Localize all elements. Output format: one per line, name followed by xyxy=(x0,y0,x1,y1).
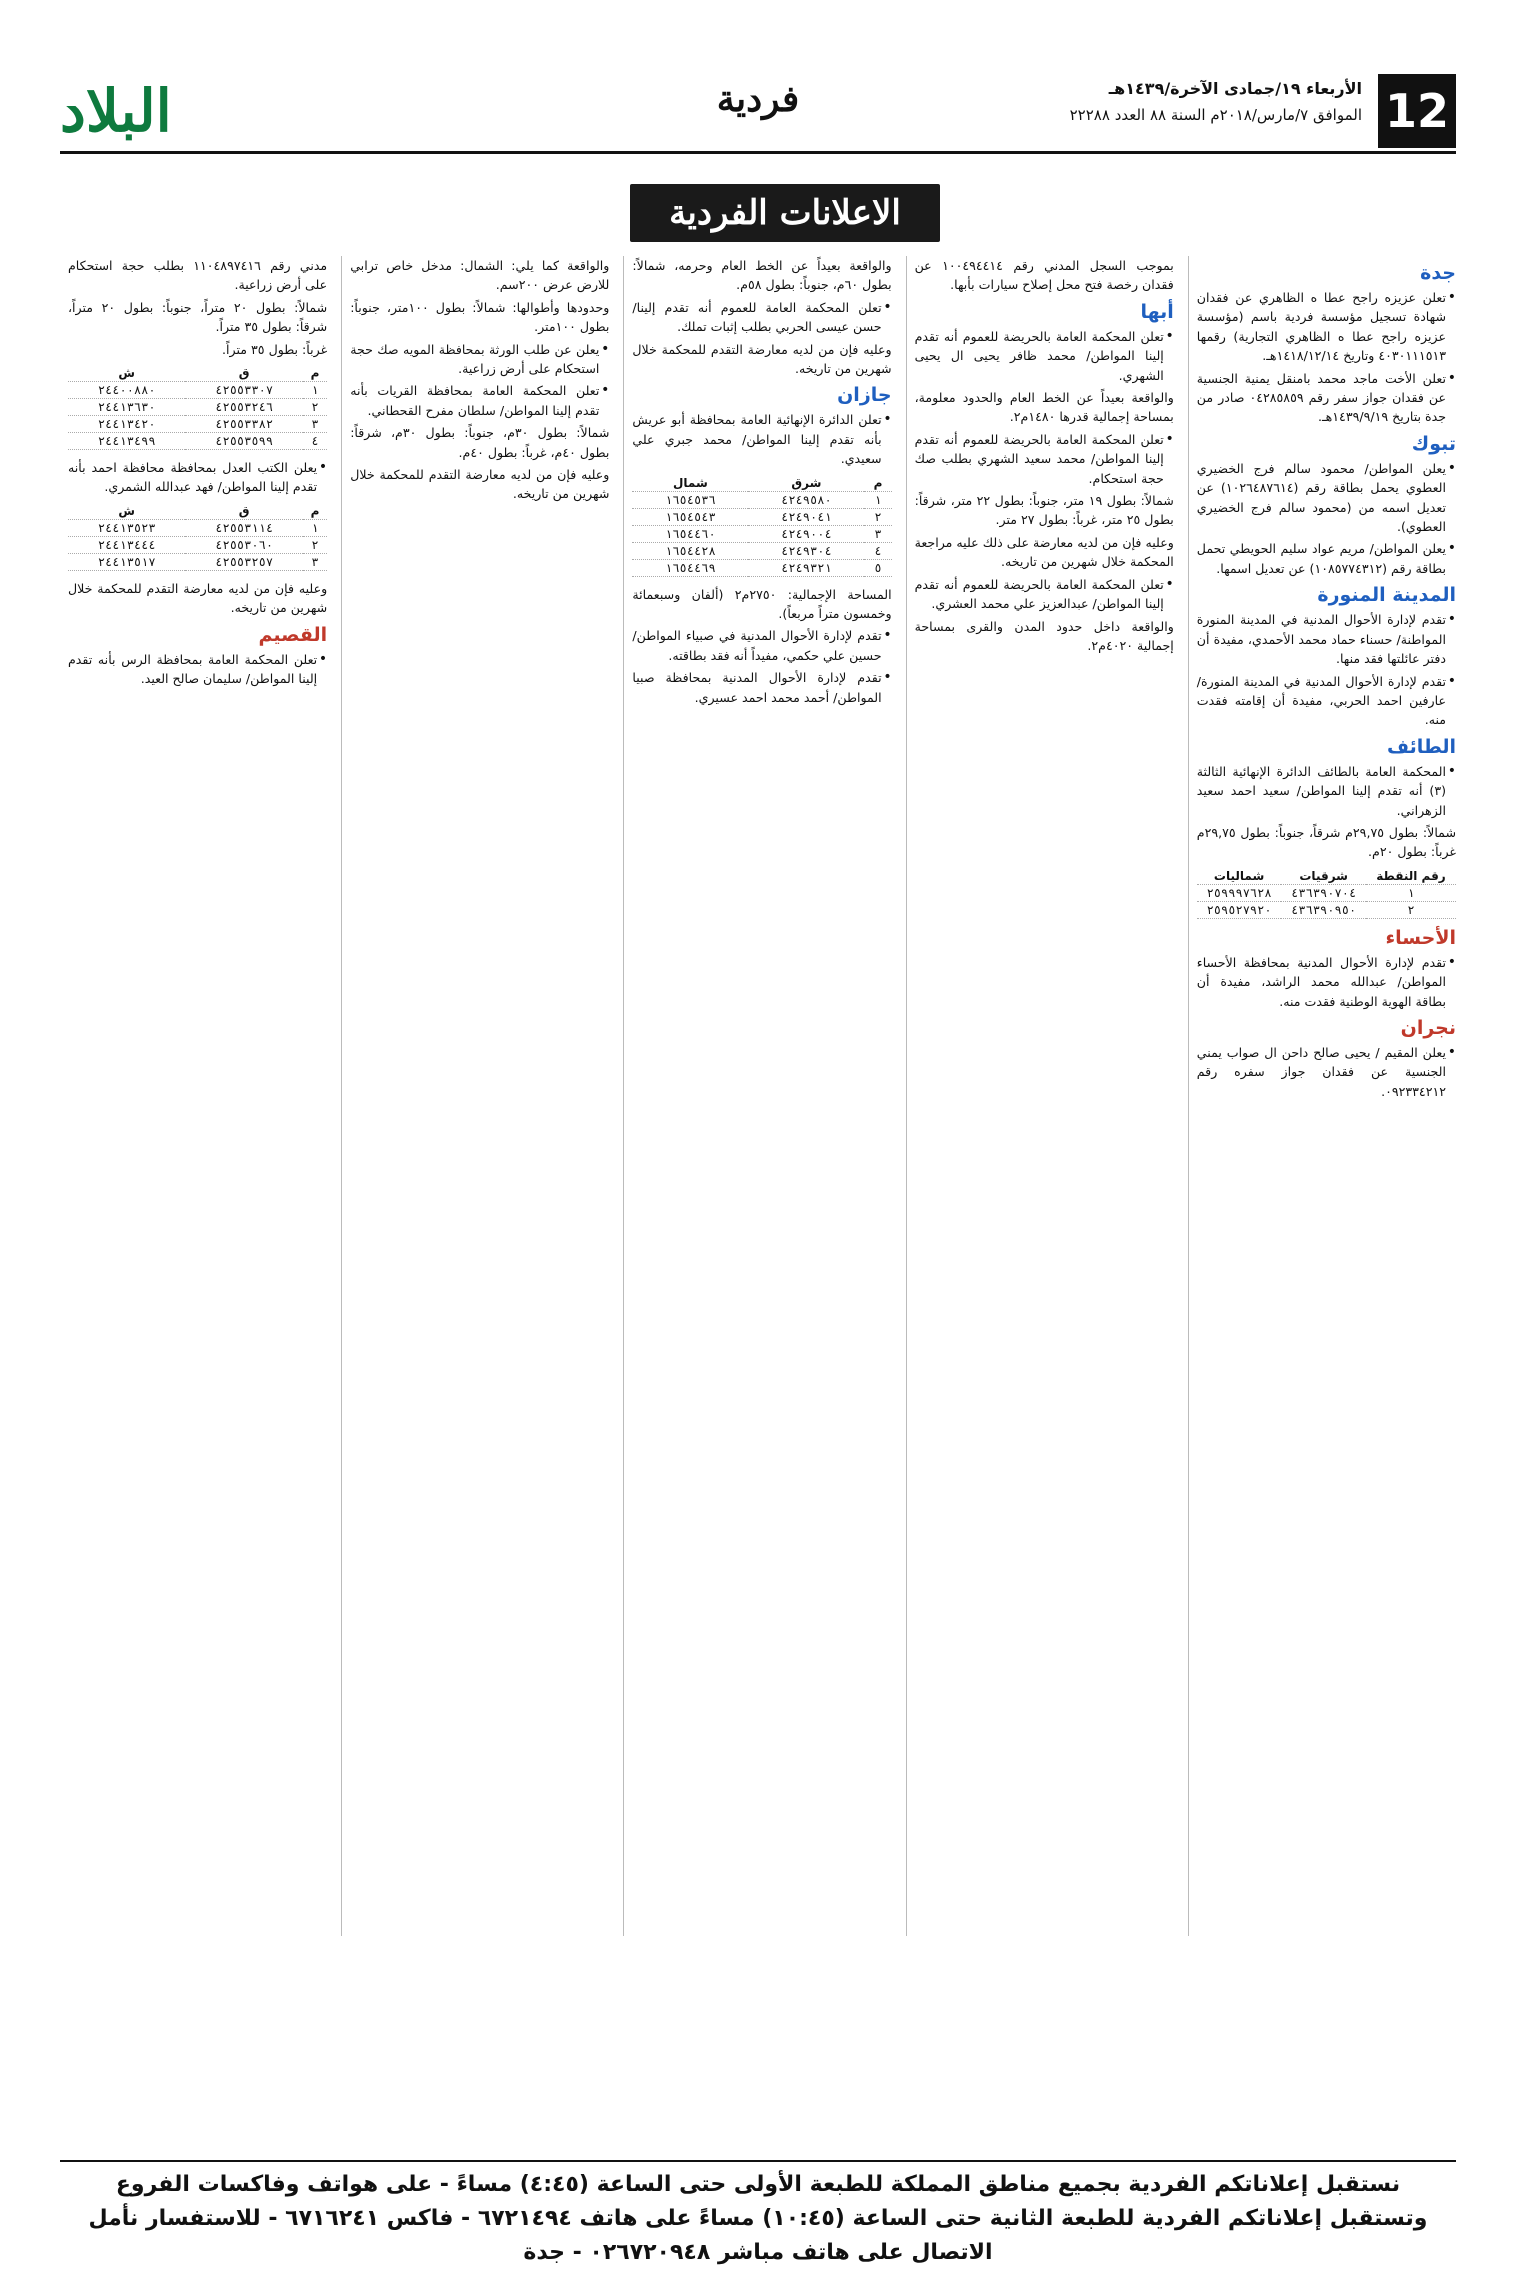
city-heading: جدة xyxy=(1420,262,1456,284)
notice: • تقدم لإدارة الأحوال المدنية في صبياء المواطن/ حسين علي حكمي، مفيداً أنه فقد بطاقته. xyxy=(632,626,891,665)
table-cell: ١ xyxy=(1366,884,1456,901)
notice: • يعلن عن طلب الورثة بمحافظة المويه صك حجة استحكام على أرض زراعية. xyxy=(350,340,609,379)
notice-text: والواقعة كما يلي: الشمال: مدخل خاص ترابي للارض عرض ٢٠٠سم. xyxy=(350,258,610,293)
notice-text: غرباً: بطول ٣٥ متراً. xyxy=(222,341,328,357)
notice: • تعلن المحكمة العامة بالحريضة للعموم أنه تقدم إلينا المواطن/ محمد سعيد الشهري بطلب صك حجة استحكام. xyxy=(915,430,1174,488)
table-cell: ٥ xyxy=(864,559,891,576)
table-row xyxy=(1197,884,1456,901)
notice-text: والواقعة بعيداً عن الخط العام والحدود معلومة، بمساحة إجمالية قدرها ١٤٨٠م٢. xyxy=(914,390,1174,425)
table-row xyxy=(68,433,327,450)
notice-text: وعليه فإن من لديه معارضة التقدم للمحكمة خلال شهرين من تاريخه. xyxy=(67,580,328,616)
table-cell: ١ xyxy=(303,519,327,536)
table-cell: ٢٤٤١٣٤٩٩ xyxy=(68,433,185,450)
table-row xyxy=(632,525,891,542)
table-row xyxy=(68,519,327,536)
city-heading: القصيم xyxy=(258,623,328,646)
table-cell: ٢٤٤٠٠٨٨٠ xyxy=(68,382,185,399)
page-number: 12 xyxy=(1378,74,1456,148)
table-cell: ٤٢٤٩٣٠٤ xyxy=(748,542,864,559)
column-5 xyxy=(60,256,327,1936)
notice: • تعلن الدائرة الإنهائية العامة بمحافظة أبو عريش بأنه تقدم إلينا المواطن/ محمد جبري علي سعيدي. xyxy=(632,410,891,468)
table-header: م xyxy=(303,365,327,382)
table-cell: ٢ xyxy=(303,399,327,416)
table-cell: ٢٤٤١٣٥١٧ xyxy=(68,553,185,570)
table-cell: ١٦٥٤٤٦٠ xyxy=(632,525,748,542)
masthead xyxy=(60,70,1456,154)
table-row xyxy=(68,536,327,553)
newspaper-logo: البلاد xyxy=(60,76,172,145)
table-cell: ٣ xyxy=(303,553,327,570)
table-cell: ٢٤٤١٣٥٢٣ xyxy=(68,519,185,536)
table-cell: ١٦٥٤٥٤٣ xyxy=(632,508,748,525)
table-cell: ٤٢٥٥٣٢٥٧ xyxy=(185,553,302,570)
table-cell: ٤٢٥٥٣٥٩٩ xyxy=(185,433,302,450)
table-cell: ٢ xyxy=(1366,901,1456,918)
city-heading: تبوك xyxy=(1411,432,1456,455)
notice: • تعلن المحكمة العامة للعموم أنه تقدم إلينا/ حسن عيسى الحربي بطلب إثبات تملك. xyxy=(632,298,891,337)
notice: • يعلن المقيم / يحيى صالح داحن ال صواب يمني الجنسية عن فقدان جواز سفره رقم ٠٩٢٣٣٤٢١٢. xyxy=(1197,1043,1456,1101)
section-title: فردية xyxy=(716,78,800,120)
coordinates-table xyxy=(632,475,891,577)
table-cell: ١٦٥٤٤٦٩ xyxy=(632,559,748,576)
table-cell: ٤ xyxy=(303,433,327,450)
table-cell: ٤٢٥٥٣٣٠٧ xyxy=(185,382,302,399)
column-2 xyxy=(906,256,1174,1936)
table-row xyxy=(1197,901,1456,918)
notice-text: شمالاً: بطول ٣٠م، جنوباً: بطول ٣٠م، شرقاً: بطول ٤٠م، غرباً: بطول ٤٠م. xyxy=(350,425,610,460)
table-cell: ٢٤٤١٣٦٣٠ xyxy=(68,399,185,416)
city-heading: الأحساء xyxy=(1385,926,1456,949)
notice: • تعلن المحكمة العامة بمحافظة القريات بأنه تقدم إلينا المواطن/ سلطان مفرح القحطاني. xyxy=(350,381,609,420)
table-cell: ١٦٥٤٤٢٨ xyxy=(632,542,748,559)
notice-text: والواقعة بعيداً عن الخط العام وحرمه، شمالاً: بطول ٦٠م، جنوباً: بطول ٥٨م. xyxy=(632,258,892,293)
notice: • تعلن المحكمة العامة بمحافظة الرس بأنه تقدم إلينا المواطن/ سليمان صالح العيد. xyxy=(68,650,327,689)
table-header: ش xyxy=(68,365,185,382)
coordinates-table xyxy=(68,503,327,571)
table-row xyxy=(632,559,891,576)
table-cell: ٤٢٤٩٥٨٠ xyxy=(748,491,864,508)
table-cell: ٤٢٥٥٣١١٤ xyxy=(185,519,302,536)
notice-text: شمالاً: بطول ١٩ متر، جنوباً: بطول ٢٢ متر، شرقاً: بطول ٢٥ متر، غرباً: بطول ٢٧ متر. xyxy=(914,493,1174,528)
table-cell: ٤٣٦٣٩٠٩٥٠ xyxy=(1281,901,1366,918)
table-cell: ٤٢٤٩٣٢١ xyxy=(748,559,864,576)
table-row xyxy=(632,508,891,525)
table-cell: ١٦٥٤٥٣٦ xyxy=(632,491,748,508)
table-cell: ١ xyxy=(864,491,891,508)
table-cell: ١ xyxy=(303,382,327,399)
notice-text: المساحة الإجمالية: ٢٧٥٠م٢ (ألفان وسبعمائة وخمسون متراً مربعاً). xyxy=(632,586,892,622)
notice-text: وعليه فإن من لديه معارضة التقدم للمحكمة خلال شهرين من تاريخه. xyxy=(350,467,610,502)
city-heading: أبها xyxy=(1140,300,1174,323)
city-heading: الطائف xyxy=(1386,735,1456,758)
ads-columns xyxy=(60,256,1456,1936)
table-cell: ٤٣٦٣٩٠٧٠٤ xyxy=(1281,884,1366,901)
table-row xyxy=(68,553,327,570)
table-cell: ٢ xyxy=(303,536,327,553)
table-row xyxy=(68,399,327,416)
table-cell: ٢٥٩٩٩٧٦٢٨ xyxy=(1197,884,1282,901)
notice: • تقدم لإدارة الأحوال المدنية في المدينة المنورة المواطنة/ حسناء حماد محمد الأحمدي، مفيدة أن دفتر عائلتها فقد منها. xyxy=(1197,610,1456,668)
notice-text: وحدودها وأطوالها: شمالاً: بطول ١٠٠متر، جنوباً: بطول ١٠٠متر. xyxy=(350,299,610,335)
city-heading: المدينة المنورة xyxy=(1317,584,1456,607)
issue-info xyxy=(1070,76,1362,128)
notice-text: شمالاً: بطول ٢٠ متراً، جنوباً: بطول ٢٠ متراً، شرقاً: بطول ٣٥ متراً. xyxy=(67,299,328,335)
table-cell: ٢٤٤١٣٤٢٠ xyxy=(68,416,185,433)
column-3 xyxy=(623,256,891,1936)
notice: • تعلن المحكمة العامة بالحريضة للعموم أنه تقدم إلينا المواطن/ عبدالعزيز علي محمد العشري. xyxy=(915,575,1174,614)
table-cell: ٢٤٤١٣٤٤٤ xyxy=(68,536,185,553)
table-row xyxy=(632,542,891,559)
column-4 xyxy=(341,256,609,1936)
coordinates-table xyxy=(68,365,327,450)
table-cell: ٤٢٥٥٣٣٨٢ xyxy=(185,416,302,433)
table-cell: ٤ xyxy=(864,542,891,559)
table-header: شرقيات xyxy=(1281,868,1366,885)
table-cell: ٤٢٤٩٠٠٤ xyxy=(748,525,864,542)
notice-text: بموجب السجل المدني رقم ١٠٠٤٩٤٤١٤ عن فقدان رخصة فتح محل إصلاح سيارات بأبها. xyxy=(914,258,1174,293)
notice: • تعلن المحكمة العامة بالحريضة للعموم أنه تقدم إلينا المواطن/ محمد ظافر يحيى ال يحيى الشهري. xyxy=(915,327,1174,385)
notice-text: شمالاً: بطول ٢٩,٧٥م شرقاً، جنوباً: بطول ٢٩,٧٥م غرباً: بطول ٢٠م. xyxy=(1196,824,1456,860)
column-1 xyxy=(1188,256,1456,1936)
table-header: م xyxy=(864,475,891,492)
table-cell: ٤٢٥٥٣٠٦٠ xyxy=(185,536,302,553)
table-header: ق xyxy=(185,365,302,382)
notice-text: مدني رقم ١١٠٤٨٩٧٤١٦ بطلب حجة استحكام على أرض زراعية. xyxy=(67,258,328,293)
table-row xyxy=(632,491,891,508)
table-row xyxy=(68,416,327,433)
footer xyxy=(60,2160,1456,2265)
notice: • تعلن الأخت ماجد محمد بامنقل يمنية الجنسية عن فقدان جواز سفر رقم ٠٤٢٨٥٨٥٩ صادر من جدة بتاريخ ١٤٣٩/٩/١٩هـ. xyxy=(1197,369,1456,427)
table-cell: ٤٢٤٩٠٤١ xyxy=(748,508,864,525)
city-heading: جازان xyxy=(837,384,892,407)
notice-text: وعليه فإن من لديه معارضة على ذلك عليه مراجعة المحكمة خلال شهرين من تاريخه. xyxy=(914,534,1174,570)
footer-line-1: نستقبل إعلاناتكم الفردية بجميع مناطق المملكة للطبعة الأولى حتى الساعة (٤:٤٥) مساءً - على هواتف وفاكسات الفروع xyxy=(115,2172,1401,2197)
table-header: رقم النقطة xyxy=(1366,868,1456,885)
table-cell: ٢٥٩٥٢٧٩٢٠ xyxy=(1197,901,1282,918)
table-row xyxy=(68,382,327,399)
notice: • تقدم لإدارة الأحوال المدنية في المدينة المنورة/ عارفين احمد الحربي، مفيدة أن إقامته فقدت منه. xyxy=(1197,672,1456,730)
notice: • المحكمة العامة بالطائف الدائرة الإنهائية الثالثة (٣) أنه تقدم إلينا المواطن/ سعيد احمد سعيد الزهراني. xyxy=(1197,762,1456,820)
issue-date: الأربعاء ١٩/جمادى الآخرة/١٤٣٩هـ xyxy=(1108,79,1362,98)
issue-number: الموافق ٧/مارس/٢٠١٨م السنة ٨٨ العدد ٢٢٢٨٨ xyxy=(1069,106,1362,124)
notice: • يعلن الكتب العدل بمحافظة محافظة احمد بأنه تقدم إلينا المواطن/ فهد عبدالله الشمري. xyxy=(68,458,327,497)
coordinates-table xyxy=(1197,868,1456,919)
footer-line-2: وتستقبل إعلاناتكم الفردية للطبعة الثانية حتى الساعة (١٠:٤٥) مساءً على هاتف ٦٧٢١٤٩٤ - فاكس ٦٧١٦٢٤١ - للاستفسار نأمل الاتصال على هاتف مباشر ٠٢٦٧٢٠٩٤٨ - جدة xyxy=(88,2206,1428,2265)
table-header: شمال xyxy=(632,475,748,492)
table-cell: ٣ xyxy=(303,416,327,433)
table-cell: ٢ xyxy=(864,508,891,525)
notice: • يعلن المواطن/ محمود سالم فرج الخضيري العطوي يحمل بطاقة رقم (١٠٢٦٤٨٧٦١٤) عن تعديل اسمه من (محمود سالم فرج الخضيري العطوي). xyxy=(1197,459,1456,537)
notice-text: والواقعة داخل حدود المدن والقرى بمساحة إجمالية ٤٠٢٠م٢. xyxy=(914,618,1174,653)
city-heading: نجران xyxy=(1400,1016,1456,1039)
table-cell: ٣ xyxy=(864,525,891,542)
table-header: شرق xyxy=(748,475,864,492)
table-header: م xyxy=(303,503,327,520)
table-header: ق xyxy=(185,503,302,520)
notice: • يعلن المواطن/ مريم عواد سليم الحويطي تحمل بطاقة رقم (١٠٨٥٧٧٤٣١٢) عن تعديل اسمها. xyxy=(1197,539,1456,578)
notice: • تقدم لإدارة الأحوال المدنية بمحافظة الأحساء المواطن/ عبدالله محمد الراشد، مفيدة أن بطاقة الهوية الوطنية فقدت منه. xyxy=(1197,953,1456,1011)
table-header: شماليات xyxy=(1197,868,1282,885)
table-cell: ٤٢٥٥٣٢٤٦ xyxy=(185,399,302,416)
section-banner: الاعلانات الفردية xyxy=(630,184,940,242)
notice-text: وعليه فإن من لديه معارضة التقدم للمحكمة خلال شهرين من تاريخه. xyxy=(632,341,892,377)
notice: • تقدم لإدارة الأحوال المدنية بمحافظة صبيا المواطن/ أحمد محمد احمد عسيري. xyxy=(632,668,891,707)
table-header: ش xyxy=(68,503,185,520)
notice: • تعلن عزيزه راجح عطا ه الظاهري عن فقدان شهادة تسجيل مؤسسة فردية باسم (مؤسسة عزيزه راجح عطا ه الظاهري التجارية) رقمها ٤٠٣٠١١١٥١٣ وتاريخ ١٤١٨/١٢/١٤هـ. xyxy=(1197,288,1456,366)
